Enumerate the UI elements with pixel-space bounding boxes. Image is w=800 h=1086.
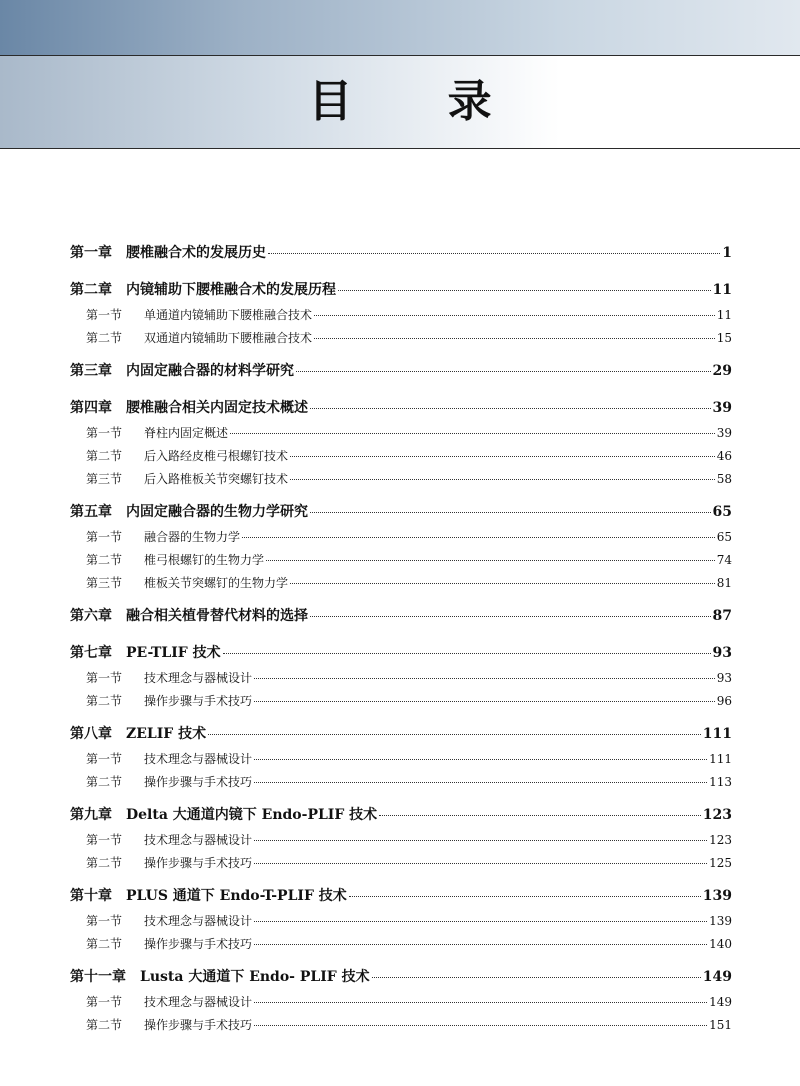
toc-page-number: 1 — [722, 245, 732, 261]
toc-label: 第一节 — [86, 914, 123, 928]
toc-leader-dots — [230, 433, 715, 434]
toc-title: 操作步骤与手术技巧 — [144, 937, 253, 951]
toc-title: 椎板关节突螺钉的生物力学 — [144, 576, 289, 590]
toc-section-row[interactable] — [70, 470, 732, 488]
toc-leader-dots — [310, 512, 711, 513]
toc-chapter-row[interactable] — [70, 642, 732, 662]
toc-chapter-row[interactable] — [70, 397, 732, 417]
toc-label: 第一章 — [70, 245, 112, 261]
toc-leader-dots — [296, 371, 711, 372]
toc-title: PE-TLIF 技术 — [126, 645, 221, 661]
header-band — [0, 0, 800, 56]
toc-leader-dots — [268, 253, 720, 254]
toc-label: 第一节 — [86, 308, 123, 322]
toc-label: 第二章 — [70, 282, 112, 298]
toc-title: 操作步骤与手术技巧 — [144, 775, 253, 789]
toc-label: 第三节 — [86, 472, 123, 486]
toc-leader-dots — [254, 678, 715, 679]
toc-section-row[interactable] — [70, 854, 732, 872]
toc-chapter-row[interactable] — [70, 723, 732, 743]
toc-label: 第三节 — [86, 576, 123, 590]
toc-title: 融合相关植骨替代材料的选择 — [126, 608, 308, 624]
toc-section-row[interactable] — [70, 669, 732, 687]
toc-page-number: 11 — [712, 282, 732, 298]
toc-page-number: 65 — [716, 530, 732, 544]
toc-page-number: 11 — [716, 308, 732, 322]
toc-page-number: 139 — [702, 888, 732, 904]
toc-title: 腰椎融合相关内固定技术概述 — [126, 400, 308, 416]
toc-title: 技术理念与器械设计 — [144, 752, 253, 766]
toc-page-number: 58 — [716, 472, 732, 486]
toc-leader-dots — [349, 896, 701, 897]
toc-page-number: 96 — [716, 694, 732, 708]
toc-page-number: 15 — [716, 331, 732, 345]
toc-title: 操作步骤与手术技巧 — [144, 856, 253, 870]
toc-title: 后入路椎板关节突螺钉技术 — [144, 472, 289, 486]
toc-label: 第一节 — [86, 752, 123, 766]
toc-leader-dots — [242, 537, 715, 538]
toc-section-row[interactable] — [70, 528, 732, 546]
toc-title: Lusta 大通道下 Endo- PLIF 技术 — [140, 969, 370, 985]
toc-title: 融合器的生物力学 — [144, 530, 241, 544]
toc-page-number: 39 — [716, 426, 732, 440]
toc-page-number: 111 — [702, 726, 732, 742]
toc-page-number: 29 — [712, 363, 732, 379]
toc-title: 技术理念与器械设计 — [144, 833, 253, 847]
toc-page-number: 149 — [702, 969, 732, 985]
toc-leader-dots — [290, 583, 715, 584]
toc-label: 第七章 — [70, 645, 112, 661]
toc-page-number: 139 — [709, 914, 732, 928]
toc-label: 第二节 — [86, 553, 123, 567]
toc-leader-dots — [310, 408, 711, 409]
toc-label: 第一节 — [86, 995, 123, 1009]
toc-chapter-row[interactable] — [70, 605, 732, 625]
toc-leader-dots — [310, 616, 711, 617]
toc-label: 第九章 — [70, 807, 112, 823]
toc-label: 第十章 — [70, 888, 112, 904]
toc-page-number: 151 — [709, 1018, 732, 1032]
toc-label: 第三章 — [70, 363, 112, 379]
toc-title: 操作步骤与手术技巧 — [144, 1018, 253, 1032]
toc-label: 第一节 — [86, 671, 123, 685]
toc-leader-dots — [254, 701, 715, 702]
toc-label: 第一节 — [86, 833, 123, 847]
toc-label: 第二节 — [86, 856, 123, 870]
toc-page-number: 74 — [716, 553, 732, 567]
toc-label: 第六章 — [70, 608, 112, 624]
toc-leader-dots — [254, 759, 707, 760]
toc-page-number: 111 — [709, 752, 732, 766]
toc-section-row[interactable] — [70, 424, 732, 442]
toc-label: 第二节 — [86, 449, 123, 463]
toc-leader-dots — [266, 560, 715, 561]
toc-title: 双通道内镜辅助下腰椎融合技术 — [144, 331, 313, 345]
toc-page-number: 39 — [712, 400, 732, 416]
toc-chapter-row[interactable] — [70, 501, 732, 521]
toc-label: 第一节 — [86, 530, 123, 544]
toc-section-row[interactable] — [70, 1016, 732, 1034]
toc-leader-dots — [254, 921, 707, 922]
toc-leader-dots — [208, 734, 701, 735]
toc-label: 第二节 — [86, 331, 123, 345]
toc-chapter-row[interactable] — [70, 804, 732, 824]
toc-title: 内固定融合器的材料学研究 — [126, 363, 294, 379]
toc-page-number: 149 — [709, 995, 732, 1009]
toc-title: Delta 大通道内镜下 Endo-PLIF 技术 — [126, 807, 378, 823]
toc-section-row[interactable] — [70, 773, 732, 791]
toc-section-row[interactable] — [70, 750, 732, 768]
toc-section-row[interactable] — [70, 447, 732, 465]
toc-section-row[interactable] — [70, 329, 732, 347]
toc-title: ZELIF 技术 — [126, 726, 207, 742]
toc-title: 技术理念与器械设计 — [144, 671, 253, 685]
toc-section-row[interactable] — [70, 551, 732, 569]
toc-chapter-row[interactable] — [70, 242, 732, 262]
toc-page-number: 123 — [709, 833, 732, 847]
toc-label: 第二节 — [86, 937, 123, 951]
toc-page-number: 93 — [712, 645, 732, 661]
toc-label: 第二节 — [86, 775, 123, 789]
toc-title: 技术理念与器械设计 — [144, 914, 253, 928]
toc-chapter-row[interactable] — [70, 279, 732, 299]
toc-label: 第二节 — [86, 1018, 123, 1032]
toc-title: 操作步骤与手术技巧 — [144, 694, 253, 708]
toc-chapter-row[interactable] — [70, 360, 732, 380]
toc-chapter-row[interactable] — [70, 966, 732, 986]
toc-title: 单通道内镜辅助下腰椎融合技术 — [144, 308, 313, 322]
toc-leader-dots — [254, 782, 707, 783]
toc-leader-dots — [314, 315, 715, 316]
toc-label: 第二节 — [86, 694, 123, 708]
toc-section-row[interactable] — [70, 831, 732, 849]
toc-leader-dots — [254, 944, 707, 945]
toc-leader-dots — [314, 338, 715, 339]
toc-page-number: 46 — [716, 449, 732, 463]
toc-section-row[interactable] — [70, 912, 732, 930]
toc-title: 内固定融合器的生物力学研究 — [126, 504, 308, 520]
toc-section-row[interactable] — [70, 935, 732, 953]
toc-title: 腰椎融合术的发展历史 — [126, 245, 266, 261]
toc-section-row[interactable] — [70, 574, 732, 592]
toc-chapter-row[interactable] — [70, 885, 732, 905]
toc-title: 内镜辅助下腰椎融合术的发展历程 — [126, 282, 336, 298]
toc-leader-dots — [290, 456, 715, 457]
toc-page-number: 125 — [709, 856, 732, 870]
toc-section-row[interactable] — [70, 993, 732, 1011]
toc-page-number: 65 — [712, 504, 732, 520]
toc-leader-dots — [372, 977, 701, 978]
toc-label: 第八章 — [70, 726, 112, 742]
toc-label: 第一节 — [86, 426, 123, 440]
toc-leader-dots — [379, 815, 701, 816]
toc-leader-dots — [338, 290, 711, 291]
page-title: 目 录 — [308, 76, 532, 127]
toc-label: 第十一章 — [70, 969, 126, 985]
toc-leader-dots — [223, 653, 711, 654]
toc-leader-dots — [254, 840, 707, 841]
toc-leader-dots — [290, 479, 715, 480]
toc-section-row[interactable] — [70, 306, 732, 324]
toc-title: PLUS 通道下 Endo-T-PLIF 技术 — [126, 888, 347, 904]
toc-leader-dots — [254, 863, 707, 864]
toc-page-number: 87 — [712, 608, 732, 624]
toc-title: 椎弓根螺钉的生物力学 — [144, 553, 265, 567]
toc-leader-dots — [254, 1025, 707, 1026]
toc-label: 第五章 — [70, 504, 112, 520]
toc-page-number: 123 — [702, 807, 732, 823]
toc-title: 脊柱内固定概述 — [144, 426, 229, 440]
toc-leader-dots — [254, 1002, 707, 1003]
toc-page-number: 81 — [716, 576, 732, 590]
toc-section-row[interactable] — [70, 692, 732, 710]
toc-title: 技术理念与器械设计 — [144, 995, 253, 1009]
toc-page-number: 93 — [716, 671, 732, 685]
toc-page-number: 113 — [709, 775, 732, 789]
toc-label: 第四章 — [70, 400, 112, 416]
toc-page-number: 140 — [709, 937, 732, 951]
toc-title: 后入路经皮椎弓根螺钉技术 — [144, 449, 289, 463]
